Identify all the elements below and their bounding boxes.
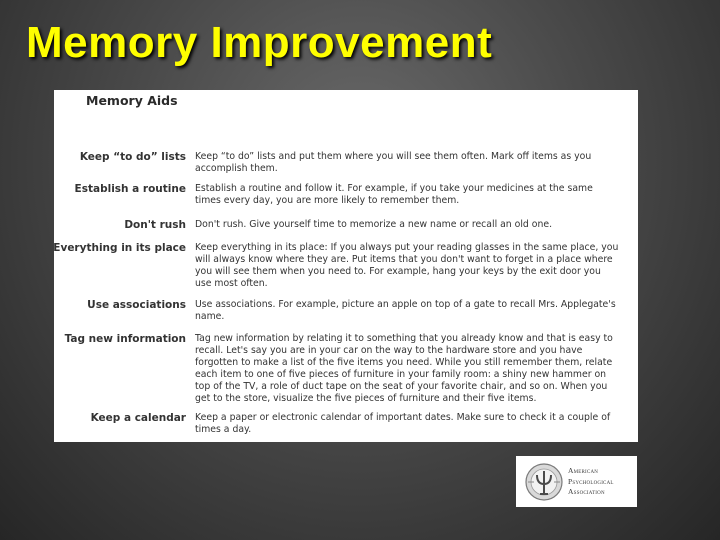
aid-label: Don't rush (124, 219, 186, 231)
aid-description: Don't rush. Give yourself time to memorize a new name or recall an old one. (195, 219, 553, 230)
aid-label: Use associations (87, 299, 186, 311)
aid-description: Keep “to do” lists and put them where you will see them often. Mark off items as you accomplish them. (195, 151, 592, 175)
logo-line: American (568, 466, 599, 475)
aid-description: Use associations. For example, picture an apple on top of a gate to recall Mrs. Applegate's name. (195, 299, 616, 323)
logo-line: Psychological (568, 476, 614, 486)
panel-heading: Memory Aids (86, 93, 178, 108)
aid-label: Establish a routine (74, 183, 186, 195)
aid-description: Keep a paper or electronic calendar of important dates. Make sure to check it a couple of times a day. (195, 412, 611, 436)
slide-title: Memory Improvement (26, 18, 493, 67)
aid-description: Establish a routine and follow it. For example, if you take your medicines at the same times every day, you are more likely to remember them. (195, 183, 593, 207)
memory-aids-panel (54, 90, 638, 442)
aid-label: Tag new information (64, 333, 186, 345)
psi-seal-icon (524, 462, 564, 502)
aid-description: Keep everything in its place: If you always put your reading glasses in the same place, you will always know where they are. Put items that you don't want to forget in a place where you will see them when you need to. For example, hang your keys by the exit door you use most often. (195, 242, 619, 290)
aid-label: Everything in its place (53, 242, 186, 254)
aid-label: Keep a calendar (90, 412, 186, 424)
aid-description: Tag new information by relating it to something that you already know and that is easy to recall. Let's say you are in your car on the way to the hardware store and you have forgotten to make a list of the five items you need. While you still remember them, relate each item to one of five pieces of furniture in your family room: a shiny new hammer on top of the TV, a role of duct tape on the seat of your favorite chair, and so on. When you get to the store, visualize the five pieces of furniture and their five items. (195, 333, 613, 405)
apa-logo-wordmark (568, 466, 614, 498)
apa-logo (516, 456, 637, 507)
logo-line: Association (568, 487, 605, 496)
aid-label: Keep “to do” lists (79, 151, 186, 163)
